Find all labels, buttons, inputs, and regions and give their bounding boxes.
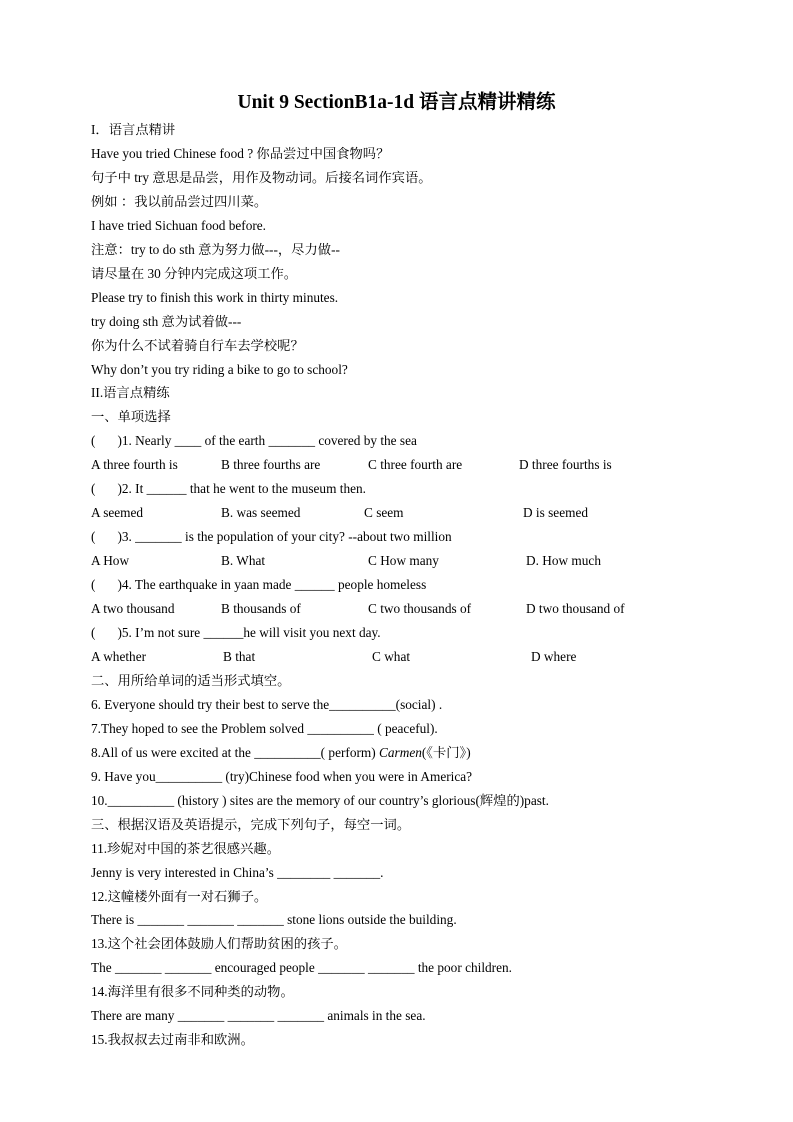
question-stem: ( )5. I’m not sure ______he will visit you next day. — [91, 625, 381, 641]
section-heading-multiple-choice: 一、单项选择 — [91, 409, 171, 425]
section-heading-translation: 三、根据汉语及英语提示，完成下列句子，每空一词。 — [91, 816, 411, 832]
question-text: )5. I’m not sure ______he will visit you next day. — [117, 625, 381, 641]
translation-prompt: 12.这幢楼外面有一对石狮子。 — [91, 888, 268, 904]
italic-title: Carmen — [379, 744, 422, 760]
explanation-line: 例如 ：我以前品尝过四川菜。 — [91, 193, 268, 209]
fill-in-item: 9. Have you__________ (try)Chinese food when you were in America? — [91, 768, 473, 784]
option-a: A How — [91, 553, 130, 569]
section-heading-word-forms: 二、用所给单词的适当形式填空。 — [91, 672, 291, 688]
option-d: D. How much — [526, 553, 601, 569]
option-a: A whether — [91, 648, 147, 664]
explanation-line: 注意：try to do sth 意为努力做---，尽力做-- — [91, 241, 340, 257]
option-c: C two thousands of — [368, 601, 472, 617]
explanation-line: Why don’t you try riding a bike to go to school? — [91, 361, 348, 377]
option-row — [91, 501, 771, 525]
fill-in-item: 10.__________ (history ) sites are the memory of our country’s glorious(辉煌的)past. — [91, 792, 549, 808]
option-b: B thousands of — [221, 601, 301, 617]
translation-prompt: 13.这个社会团体鼓励人们帮助贫困的孩子。 — [91, 936, 347, 952]
option-a: A two thousand — [91, 601, 175, 617]
option-row — [91, 645, 771, 669]
translation-prompt: 15.我叔叔去过南非和欧洲。 — [91, 1032, 254, 1048]
explanation-line: 你为什么不试着骑自行车去学校呢？ — [91, 337, 304, 353]
section-heading-explanation: I．语言点精讲 — [91, 122, 176, 137]
explanation-line: 请尽量在 30 分钟内完成这项工作。 — [91, 265, 298, 281]
option-c: C How many — [368, 553, 439, 569]
translation-sentence: There are many _______ _______ _______ animals in the sea. — [91, 1008, 426, 1024]
question-text: )1. Nearly ____ of the earth _______ covered by the sea — [117, 433, 417, 449]
option-b: B. What — [221, 553, 266, 569]
translation-sentence: Jenny is very interested in China’s ________ _______. — [91, 864, 384, 880]
option-a: A three fourth is — [91, 457, 178, 473]
translation-prompt: 14.海洋里有很多不同种类的动物。 — [91, 984, 294, 1000]
option-d: D where — [531, 648, 577, 664]
translation-prompt: 11.珍妮对中国的茶艺很感兴趣。 — [91, 840, 280, 856]
section-heading-practice: II.语言点精练 — [91, 385, 170, 401]
fill-in-item: 6. Everyone should try their best to serve the__________(social) . — [91, 696, 443, 712]
fill-in-tail: (《卡门》) — [421, 744, 471, 760]
fill-in-item — [91, 741, 771, 765]
option-b: B. was seemed — [221, 505, 301, 521]
question-stem: ( )1. Nearly ____ of the earth _______ covered by the sea — [91, 433, 417, 449]
option-a: A seemed — [91, 505, 144, 521]
option-d: D two thousand of — [526, 601, 625, 617]
fill-in-text: 8.All of us were excited at the __________( perform) — [91, 744, 376, 760]
fill-in-item: 7.They hoped to see the Problem solved __________ ( peaceful). — [91, 720, 438, 736]
option-c: C what — [372, 648, 411, 664]
question-text: )3. _______ is the population of your city? --about two million — [117, 529, 452, 545]
option-d: D is seemed — [523, 505, 588, 521]
explanation-line: Please try to finish this work in thirty minutes. — [91, 289, 339, 305]
explanation-line: 句子中 try 意思是品尝，用作及物动词。后接名词作宾语。 — [91, 169, 432, 185]
translation-sentence: The _______ _______ encouraged people _______ _______ the poor children. — [91, 960, 512, 976]
explanation-line: try doing sth 意为试着做--- — [91, 313, 242, 329]
question-stem: ( )3. _______ is the population of your city? --about two million — [91, 529, 452, 545]
page-title: Unit 9 SectionB1a-1d 语言点精讲精练 — [237, 92, 556, 113]
translation-sentence: There is _______ _______ _______ stone lions outside the building. — [91, 912, 457, 928]
option-b: B three fourths are — [221, 457, 321, 473]
option-d: D three fourths is — [519, 457, 612, 473]
explanation-line: I have tried Sichuan food before. — [91, 217, 267, 233]
question-stem: ( )4. The earthquake in yaan made ______ people homeless — [91, 577, 427, 593]
worksheet-body — [91, 118, 771, 1052]
option-c: C seem — [364, 505, 404, 521]
option-row — [91, 549, 771, 573]
option-row — [91, 597, 771, 621]
question-text: )2. It ______ that he went to the museum then. — [117, 481, 366, 497]
option-c: C three fourth are — [368, 457, 463, 473]
question-text: )4. The earthquake in yaan made ______ people homeless — [117, 577, 427, 593]
option-b: B that — [223, 648, 256, 664]
explanation-line: Have you tried Chinese food ? 你品尝过中国食物吗？ — [91, 145, 390, 161]
option-row — [91, 453, 771, 477]
question-stem: ( )2. It ______ that he went to the museum then. — [91, 481, 366, 497]
